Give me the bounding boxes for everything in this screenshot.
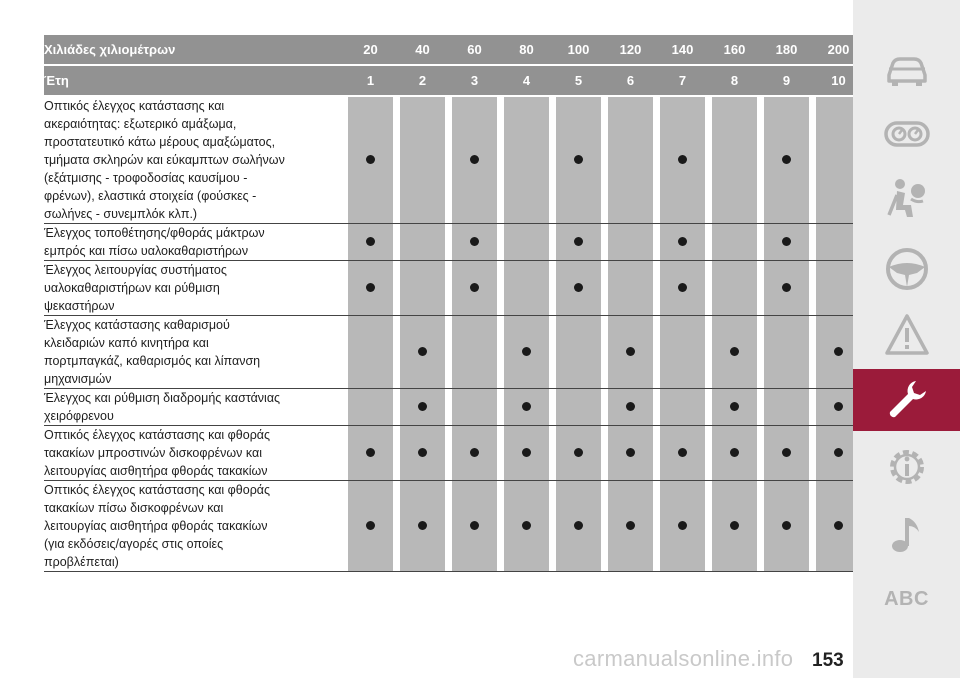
check-dot-icon — [626, 448, 635, 457]
check-dot-icon — [522, 402, 531, 411]
schedule-cell — [660, 224, 705, 261]
check-dot-icon — [574, 521, 583, 530]
check-dot-icon — [470, 237, 479, 246]
check-dot-icon — [782, 283, 791, 292]
schedule-cell — [452, 389, 497, 426]
header-year-10: 10 — [816, 66, 861, 95]
header-year-3: 3 — [452, 66, 497, 95]
schedule-cell — [608, 316, 653, 389]
sidebar-item-index[interactable] — [853, 568, 960, 630]
header-km-120: 120 — [608, 35, 653, 64]
schedule-cell — [660, 316, 705, 389]
schedule-cell — [660, 426, 705, 481]
check-dot-icon — [678, 237, 687, 246]
schedule-cell — [556, 97, 601, 224]
header-row-years — [44, 66, 868, 97]
header-years-label: Έτη — [44, 66, 348, 97]
schedule-cell — [556, 426, 601, 481]
schedule-cell — [400, 261, 445, 316]
check-dot-icon — [366, 448, 375, 457]
header-year-2: 2 — [400, 66, 445, 95]
info-gear-icon — [883, 443, 931, 491]
sidebar-item-warnings[interactable] — [853, 304, 960, 366]
schedule-cell — [660, 97, 705, 224]
steering-wheel-icon — [883, 245, 931, 293]
music-note-icon — [883, 510, 931, 558]
sidebar-item-dashboard[interactable] — [853, 102, 960, 164]
sidebar-item-driving[interactable] — [853, 238, 960, 300]
sidebar-item-maintenance[interactable] — [853, 369, 960, 431]
check-dot-icon — [574, 283, 583, 292]
schedule-cell — [504, 224, 549, 261]
check-dot-icon — [834, 521, 843, 530]
header-km-60: 60 — [452, 35, 497, 64]
schedule-cell — [400, 481, 445, 572]
check-dot-icon — [366, 237, 375, 246]
schedule-cell — [764, 426, 809, 481]
schedule-cell — [712, 316, 757, 389]
check-dot-icon — [574, 448, 583, 457]
header-year-7: 7 — [660, 66, 705, 95]
header-km-200: 200 — [816, 35, 861, 64]
row-description: Οπτικός έλεγχος κατάστασης και ακεραιότητας: εξωτερικό αμάξωμα, προστατευτικό κάτω μέρους αμαξώματος, τμήματα σκληρών και εύκαμπτων σωλήνων (εξάτμισης - τροφοδοσίας καυσίμου - φρένων), ελαστικά στοιχεία (φούσκες - σωλήνες - συνεμπλόκ κλπ.) — [44, 97, 348, 224]
check-dot-icon — [470, 448, 479, 457]
header-year-8: 8 — [712, 66, 757, 95]
check-dot-icon — [626, 347, 635, 356]
table-row — [44, 261, 868, 316]
sidebar-item-multimedia[interactable] — [853, 503, 960, 565]
header-year-1: 1 — [348, 66, 393, 95]
schedule-cell — [348, 97, 393, 224]
seat-airbag-icon — [883, 175, 931, 223]
schedule-cell — [608, 97, 653, 224]
car-icon — [883, 45, 931, 93]
schedule-cell — [504, 261, 549, 316]
schedule-cell — [712, 426, 757, 481]
schedule-cell — [712, 224, 757, 261]
schedule-cell — [400, 426, 445, 481]
schedule-cell — [660, 389, 705, 426]
sidebar-item-technical-data[interactable] — [853, 436, 960, 498]
header-year-9: 9 — [764, 66, 809, 95]
check-dot-icon — [834, 402, 843, 411]
header-year-6: 6 — [608, 66, 653, 95]
schedule-cell — [504, 97, 549, 224]
schedule-cell — [712, 97, 757, 224]
check-dot-icon — [730, 402, 739, 411]
schedule-cell — [556, 224, 601, 261]
schedule-cell — [764, 97, 809, 224]
schedule-cell — [400, 97, 445, 224]
sidebar-item-safety[interactable] — [853, 168, 960, 230]
schedule-cell — [452, 261, 497, 316]
check-dot-icon — [522, 347, 531, 356]
table-row — [44, 389, 868, 426]
schedule-cell — [712, 481, 757, 572]
check-dot-icon — [418, 347, 427, 356]
schedule-cell — [608, 481, 653, 572]
wrench-icon — [883, 376, 931, 424]
schedule-cell — [400, 316, 445, 389]
table-row — [44, 426, 868, 481]
page-number: 153 — [812, 650, 844, 671]
schedule-cell — [452, 97, 497, 224]
check-dot-icon — [470, 283, 479, 292]
check-dot-icon — [730, 347, 739, 356]
schedule-cell — [452, 224, 497, 261]
check-dot-icon — [366, 155, 375, 164]
schedule-cell — [556, 389, 601, 426]
header-km-label: Χιλιάδες χιλιομέτρων — [44, 35, 348, 66]
row-description: Οπτικός έλεγχος κατάστασης και φθοράς τακακίων πίσω δισκοφρένων και λειτουργίας αισθητήρα φθοράς τακακίων (για εκδόσεις/αγορές στις οποίες προβλέπεται) — [44, 481, 348, 572]
check-dot-icon — [834, 347, 843, 356]
check-dot-icon — [678, 155, 687, 164]
check-dot-icon — [730, 521, 739, 530]
table-row — [44, 481, 868, 572]
schedule-cell — [504, 426, 549, 481]
warning-triangle-icon — [883, 311, 931, 359]
schedule-cell — [764, 481, 809, 572]
header-km-160: 160 — [712, 35, 757, 64]
header-km-180: 180 — [764, 35, 809, 64]
watermark: carmanualsonline.info — [573, 646, 794, 671]
abc-index-label: ABC — [884, 587, 929, 610]
schedule-cell — [452, 316, 497, 389]
check-dot-icon — [418, 448, 427, 457]
check-dot-icon — [678, 283, 687, 292]
header-km-80: 80 — [504, 35, 549, 64]
schedule-cell — [504, 389, 549, 426]
schedule-cell — [764, 224, 809, 261]
schedule-cell — [348, 426, 393, 481]
header-year-5: 5 — [556, 66, 601, 95]
check-dot-icon — [678, 521, 687, 530]
sidebar-item-car[interactable] — [853, 38, 960, 100]
table-row — [44, 224, 868, 261]
row-description: Έλεγχος κατάστασης καθαρισμού κλειδαριών καπό κινητήρα και πορτμπαγκάζ, καθαρισμός και λίπανση μηχανισμών — [44, 316, 348, 389]
check-dot-icon — [834, 448, 843, 457]
row-description: Έλεγχος τοποθέτησης/φθοράς μάκτρων εμπρός και πίσω υαλοκαθαριστήρων — [44, 224, 348, 261]
schedule-cell — [556, 261, 601, 316]
schedule-cell — [504, 481, 549, 572]
schedule-cell — [348, 224, 393, 261]
schedule-cell — [608, 426, 653, 481]
check-dot-icon — [366, 521, 375, 530]
check-dot-icon — [782, 521, 791, 530]
check-dot-icon — [782, 155, 791, 164]
check-dot-icon — [574, 155, 583, 164]
check-dot-icon — [782, 237, 791, 246]
schedule-cell — [660, 481, 705, 572]
check-dot-icon — [418, 521, 427, 530]
check-dot-icon — [522, 448, 531, 457]
table-row — [44, 97, 868, 224]
header-row-km — [44, 35, 868, 66]
check-dot-icon — [470, 155, 479, 164]
check-dot-icon — [626, 402, 635, 411]
schedule-cell — [764, 389, 809, 426]
schedule-cell — [712, 389, 757, 426]
schedule-cell — [348, 316, 393, 389]
header-km-100: 100 — [556, 35, 601, 64]
header-km-140: 140 — [660, 35, 705, 64]
schedule-cell — [712, 261, 757, 316]
schedule-cell — [764, 261, 809, 316]
row-description: Οπτικός έλεγχος κατάστασης και φθοράς τακακίων μπροστινών δισκοφρένων και λειτουργίας αισθητήρα φθοράς τακακίων — [44, 426, 348, 481]
check-dot-icon — [418, 402, 427, 411]
schedule-cell — [608, 389, 653, 426]
chapter-sidebar — [853, 0, 960, 678]
check-dot-icon — [626, 521, 635, 530]
check-dot-icon — [730, 448, 739, 457]
schedule-cell — [556, 481, 601, 572]
header-km-20: 20 — [348, 35, 393, 64]
schedule-cell — [608, 224, 653, 261]
row-description: Έλεγχος λειτουργίας συστήματος υαλοκαθαριστήρων και ρύθμιση ψεκαστήρων — [44, 261, 348, 316]
dashboard-gauges-icon — [883, 109, 931, 157]
schedule-cell — [400, 224, 445, 261]
schedule-cell — [348, 261, 393, 316]
check-dot-icon — [470, 521, 479, 530]
check-dot-icon — [574, 237, 583, 246]
schedule-cell — [504, 316, 549, 389]
schedule-cell — [608, 261, 653, 316]
check-dot-icon — [678, 448, 687, 457]
check-dot-icon — [522, 521, 531, 530]
schedule-cell — [400, 389, 445, 426]
schedule-cell — [660, 261, 705, 316]
header-km-40: 40 — [400, 35, 445, 64]
schedule-cell — [764, 316, 809, 389]
schedule-cell — [348, 389, 393, 426]
schedule-cell — [556, 316, 601, 389]
table-row — [44, 316, 868, 389]
check-dot-icon — [366, 283, 375, 292]
row-description: Έλεγχος και ρύθμιση διαδρομής καστάνιας χειρόφρενου — [44, 389, 348, 426]
header-year-4: 4 — [504, 66, 549, 95]
schedule-cell — [348, 481, 393, 572]
maintenance-schedule-table — [44, 35, 868, 572]
schedule-cell — [452, 426, 497, 481]
check-dot-icon — [782, 448, 791, 457]
schedule-cell — [452, 481, 497, 572]
